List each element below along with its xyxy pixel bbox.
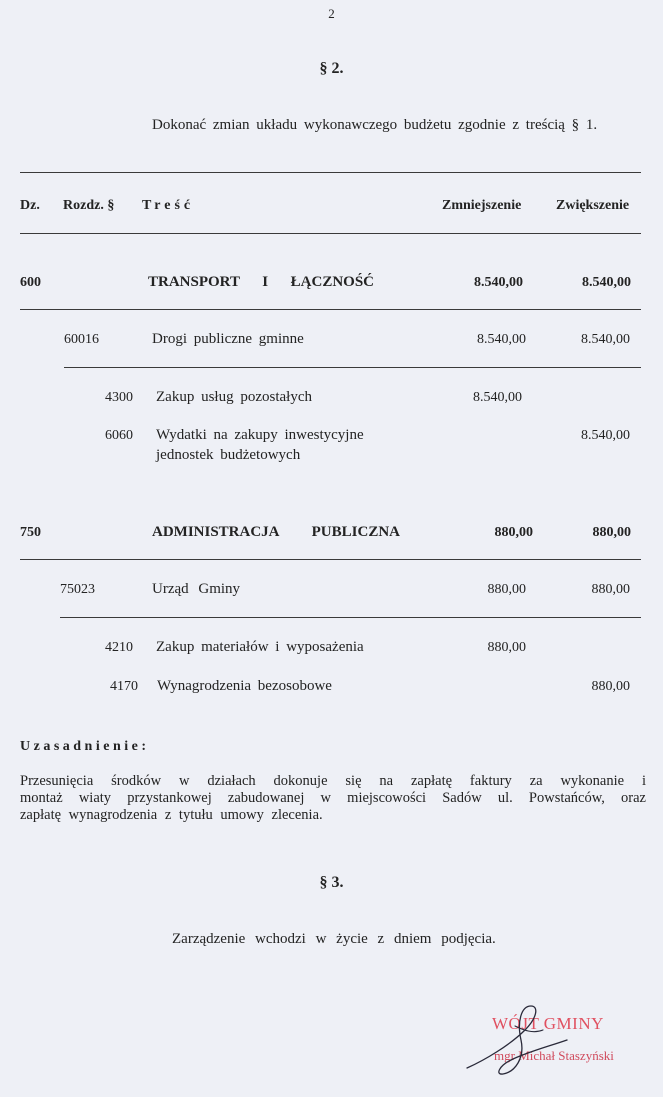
chapter-decrease: 8.540,00 bbox=[477, 332, 526, 347]
section-rule bbox=[20, 559, 641, 560]
item-code: 6060 bbox=[105, 428, 133, 443]
justification-line: zapłatę wynagrodzenia z tytułu umowy zlecenia. bbox=[20, 807, 323, 823]
item-code: 4210 bbox=[105, 640, 133, 655]
chapter-rule bbox=[64, 367, 641, 368]
item-code: 4170 bbox=[110, 679, 138, 694]
section-3-heading: § 3. bbox=[319, 874, 344, 891]
chapter-code: 60016 bbox=[64, 332, 99, 347]
page-number: 2 bbox=[328, 6, 335, 21]
justification-line: Przesunięcia środków w działach dokonuje się na zapłatę faktury za wykonanie i bbox=[20, 773, 646, 789]
header-rozdz: Rozdz. § bbox=[63, 198, 115, 213]
chapter-code: 75023 bbox=[60, 582, 95, 597]
section-2-intro: Dokonać zmian układu wykonawczego budżetu zgodnie z treścią § 1. bbox=[152, 117, 598, 133]
chapter-name: Drogi publiczne gminne bbox=[152, 331, 304, 347]
item-code: 4300 bbox=[105, 390, 133, 405]
item-name: Zakup materiałów i wyposażenia bbox=[156, 639, 364, 655]
section-increase: 8.540,00 bbox=[582, 275, 631, 290]
justification-line: montaż wiaty przystankowej zabudowanej w miejscowości Sadów ul. Powstańców, oraz bbox=[20, 790, 646, 806]
item-name-continued: jednostek budżetowych bbox=[156, 447, 301, 463]
section-dz-code: 750 bbox=[20, 525, 41, 540]
stamp-title: WÓJT GMINY bbox=[492, 1014, 604, 1033]
header-dz: Dz. bbox=[20, 198, 40, 213]
section-dz-code: 600 bbox=[20, 275, 41, 290]
item-name: Wynagrodzenia bezosobowe bbox=[157, 678, 332, 694]
item-name: Zakup usług pozostałych bbox=[156, 389, 312, 405]
justification-title: Uzasadnienie: bbox=[20, 739, 150, 754]
item-increase: 880,00 bbox=[591, 679, 630, 694]
item-name: Wydatki na zakupy inwestycyjne bbox=[156, 427, 364, 443]
item-decrease: 880,00 bbox=[487, 640, 526, 655]
item-decrease: 8.540,00 bbox=[473, 390, 522, 405]
header-decrease: Zmniejszenie bbox=[442, 198, 522, 213]
chapter-rule bbox=[60, 617, 641, 618]
section-decrease: 880,00 bbox=[494, 525, 533, 540]
chapter-increase: 880,00 bbox=[591, 582, 630, 597]
stamp-name: mgr Michał Staszyński bbox=[494, 1048, 614, 1063]
chapter-decrease: 880,00 bbox=[487, 582, 526, 597]
table-top-rule bbox=[20, 172, 641, 173]
section-rule bbox=[20, 309, 641, 310]
justification-text bbox=[20, 773, 646, 824]
section-name: TRANSPORT I ŁĄCZNOŚĆ bbox=[148, 274, 374, 290]
chapter-name: Urząd Gminy bbox=[152, 581, 241, 597]
section-decrease: 8.540,00 bbox=[474, 275, 523, 290]
table-header-rule bbox=[20, 233, 641, 234]
section-2-heading: § 2. bbox=[319, 60, 344, 77]
handwritten-signature bbox=[455, 1000, 575, 1080]
section-name: ADMINISTRACJA PUBLICZNA bbox=[152, 524, 400, 540]
section-increase: 880,00 bbox=[592, 525, 631, 540]
header-tresc: Treść bbox=[142, 198, 195, 213]
section-3-text: Zarządzenie wchodzi w życie z dniem podjęcia. bbox=[172, 931, 496, 947]
chapter-increase: 8.540,00 bbox=[581, 332, 630, 347]
header-increase: Zwiększenie bbox=[556, 198, 630, 213]
item-increase: 8.540,00 bbox=[581, 428, 630, 443]
